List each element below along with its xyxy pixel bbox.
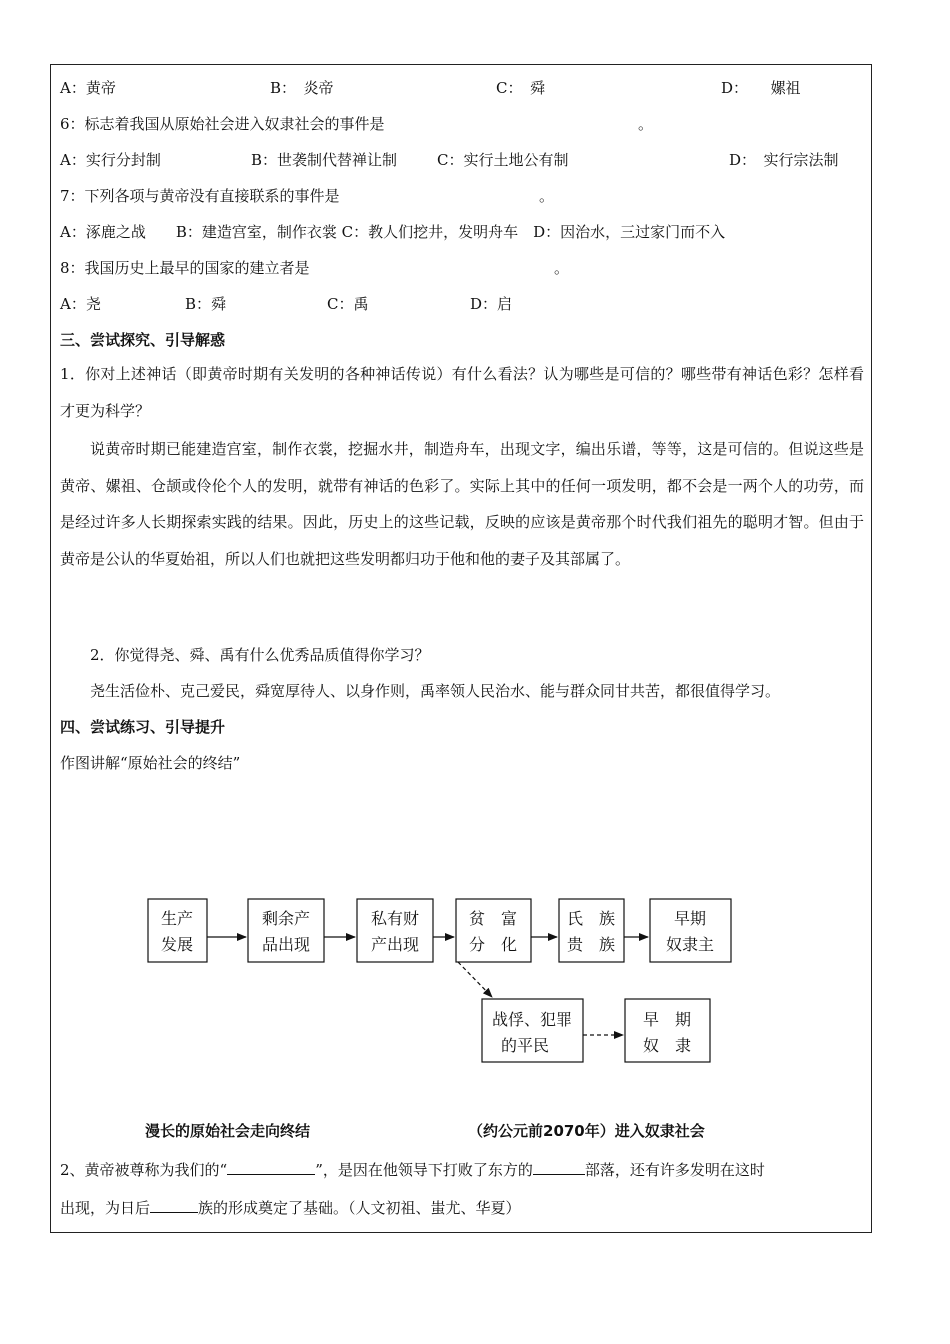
q6-end: 。 xyxy=(638,115,654,133)
box5-line1: 氏 族 xyxy=(566,909,616,928)
q8-option-a: A：尧 xyxy=(60,295,101,313)
explore2-question: 2．你觉得尧、舜、禹有什么优秀品质值得你学习？ xyxy=(90,646,430,664)
explore1-answer: 说黄帝时期已能建造宫室，制作衣裳，挖掘水井，制造舟车，出现文字，编出乐谱，等等，这是可信的。但说这些是黄帝、嫘祖、仓颉或伶伦个人的发明，就带有神话的色彩了。实际上其中的任何一项发明，都不会是一两个人的功劳，而是经过许多人长期探索实践的结果。因此，历史上的这些记载，反映的应该是黄帝那个时代我们祖先的聪明才智。但由于黄帝是公认的华夏始祖，所以人们也就把这些发明都归功于他和他的妻子及其部属了。 xyxy=(60,440,864,568)
box1-line1: 生产 xyxy=(160,909,194,928)
q7-stem: 7：下列各项与黄帝没有直接联系的事件是 xyxy=(60,187,340,205)
q5-option-d: D： 嫘祖 xyxy=(721,79,801,97)
q8-option-d: D：启 xyxy=(470,295,513,313)
q5-option-c: C： 舜 xyxy=(496,79,545,97)
q6-option-d: D： 实行宗法制 xyxy=(729,151,839,169)
blank-title[interactable] xyxy=(227,1158,315,1175)
q7-end: 。 xyxy=(539,187,555,205)
box8-line2: 奴 隶 xyxy=(642,1036,692,1055)
q7-options: A：涿鹿之战 B：建造宫室，制作衣裳 C：教人们挖井，发明舟车 D：因治水，三过家门而不入 xyxy=(60,223,726,241)
explore2-answer: 尧生活俭朴、克己爱民，舜宽厚待人、以身作则，禹率领人民治水、能与群众同甘共苦，都很值得学习。 xyxy=(90,682,781,700)
q8-option-c: C：禹 xyxy=(327,295,369,313)
box6-line1: 早期 xyxy=(673,909,707,928)
q2-part1: 2、黄帝被尊称为我们的“ xyxy=(60,1161,228,1179)
q6-option-c: C：实行土地公有制 xyxy=(437,151,569,169)
box7-line1: 战俘、犯罪 xyxy=(491,1010,573,1029)
q5-option-b: B： 炎帝 xyxy=(270,79,334,97)
box8-line1: 早 期 xyxy=(642,1010,692,1029)
q6-option-b: B：世袭制代替禅让制 xyxy=(251,151,398,169)
explore1-question: 1．你对上述神话（即黄帝时期有关发明的各种神话传说）有什么看法？认为哪些是可信的？哪些带有神话色彩？怎样看才更为科学？ xyxy=(60,365,864,420)
q2-line2a: 出现，为日后 xyxy=(60,1199,151,1217)
q2-part3: 部落，还有许多发明在这时 xyxy=(584,1161,765,1179)
q6-option-a: A：实行分封制 xyxy=(60,151,161,169)
blank-tribe[interactable] xyxy=(533,1158,585,1175)
q8-option-b: B：舜 xyxy=(185,295,227,313)
box3-line2: 产出现 xyxy=(370,935,420,954)
diagram-intro: 作图讲解“原始社会的终结” xyxy=(60,754,241,772)
box4-line1: 贫 富 xyxy=(468,909,518,928)
caption-right: （约公元前2070年）进入奴隶社会 xyxy=(468,1122,705,1140)
box3-line1: 私有财 xyxy=(370,909,420,928)
blank-ethnic[interactable] xyxy=(150,1196,198,1213)
q5-option-a: A：黄帝 xyxy=(60,79,116,97)
q2-part2: ”，是因在他领导下打败了东方的 xyxy=(315,1161,533,1179)
q2-line2 xyxy=(60,1196,521,1218)
q2-line2b: 族的形成奠定了基础。（人文初祖、蚩尤、华夏） xyxy=(198,1199,521,1217)
box2-line2: 品出现 xyxy=(261,935,311,954)
caption-left: 漫长的原始社会走向终结 xyxy=(145,1122,311,1140)
box5-line2: 贵 族 xyxy=(566,935,616,954)
box2-line1: 剩余产 xyxy=(261,909,311,928)
section4-title: 四、尝试练习、引导提升 xyxy=(60,718,226,736)
box1-line2: 发展 xyxy=(160,935,194,954)
box4-line2: 分 化 xyxy=(468,935,518,954)
box7-line2: 的平民 xyxy=(500,1036,550,1055)
section3-title: 三、尝试探究、引导解惑 xyxy=(60,331,226,349)
q8-stem: 8：我国历史上最早的国家的建立者是 xyxy=(60,259,310,277)
q6-stem: 6：标志着我国从原始社会进入奴隶社会的事件是 xyxy=(60,115,385,133)
q2-line1 xyxy=(60,1158,765,1180)
box6-line2: 奴隶主 xyxy=(665,935,715,954)
q8-end: 。 xyxy=(554,259,570,277)
arrow-6-dashed xyxy=(458,962,492,997)
